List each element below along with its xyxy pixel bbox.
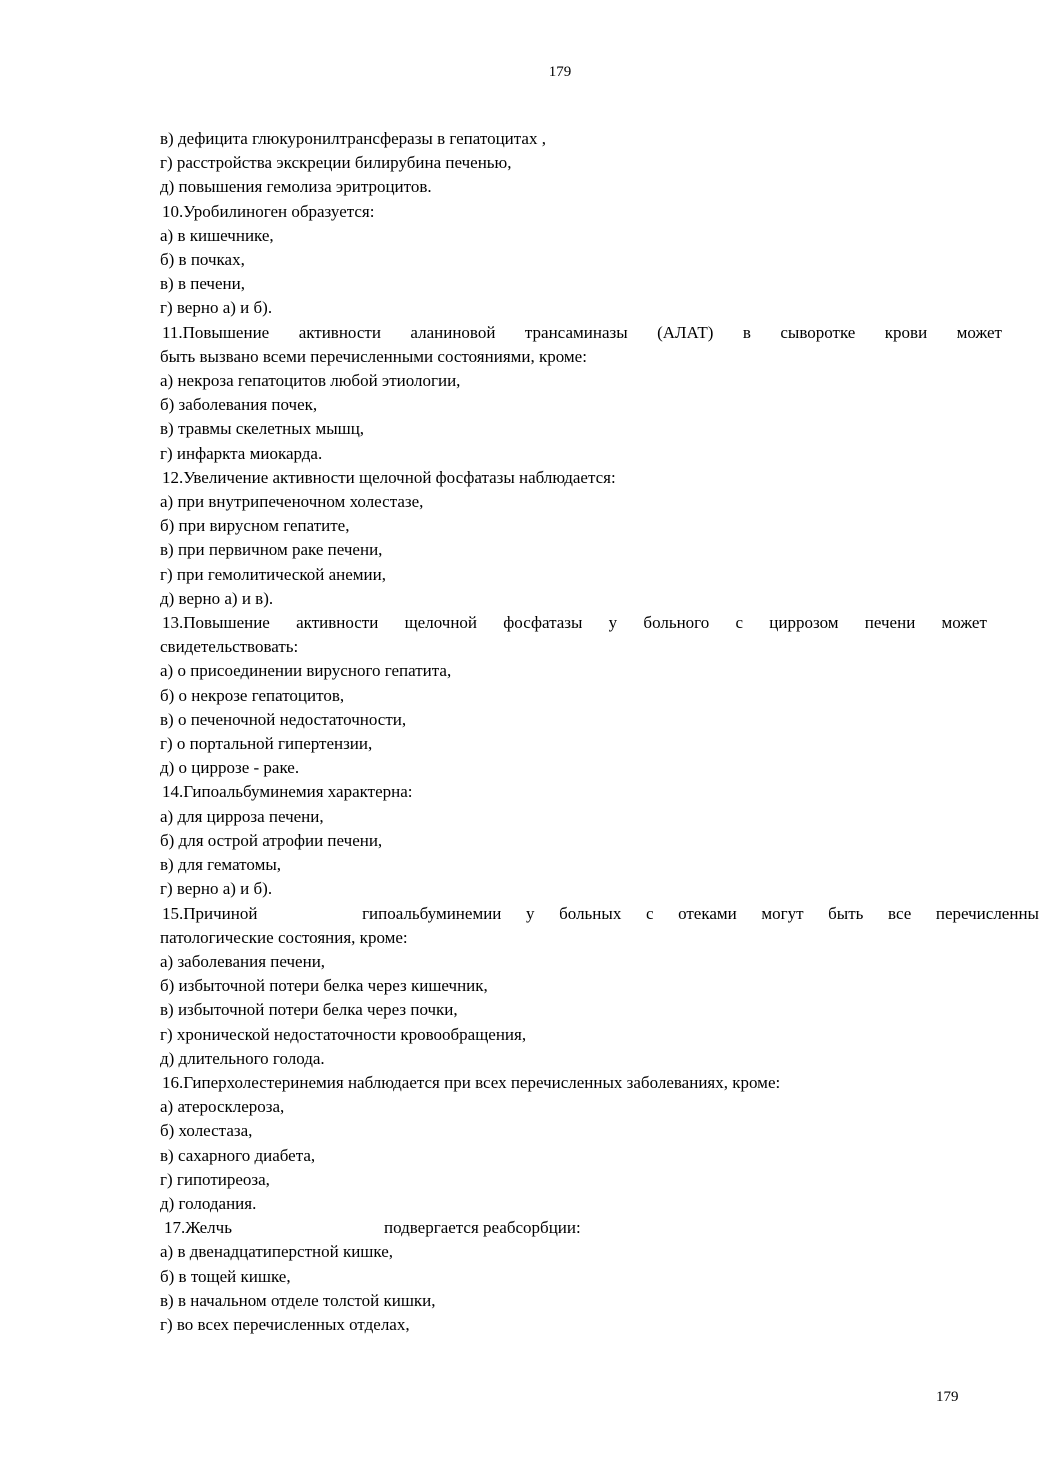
answer-option: в) для гематомы, [160, 855, 281, 875]
question-16: 16.Гиперхолестеринемия наблюдается при всех перечисленных заболеваниях, кроме: [162, 1072, 781, 1092]
answer-option: д) верно а) и в). [160, 588, 274, 608]
word: больных [559, 903, 622, 923]
page-number-bottom: 179 [936, 1389, 959, 1405]
answer-option: г) верно а) и б). [160, 298, 273, 318]
answer-option: а) в кишечнике, [160, 225, 274, 245]
answer-option: д) голодания. [160, 1193, 257, 1213]
question-12: 12.Увеличение активности щелочной фосфатазы наблюдается: [162, 467, 616, 487]
word: в [742, 322, 751, 342]
answer-option: д) длительного голода. [160, 1048, 325, 1068]
word: перечисленны [935, 903, 1039, 923]
word: с [645, 903, 654, 923]
question-11-cont: быть вызвано всеми перечисленными состояниями, кроме: [160, 346, 587, 366]
answer-option: в) избыточной потери белка через почки, [160, 1000, 458, 1020]
word: сыворотке [780, 322, 856, 342]
question-15 [160, 902, 1039, 926]
word: фосфатазы [503, 613, 583, 633]
question-17 [160, 1216, 1002, 1240]
answer-option: д) о циррозе - раке. [160, 758, 300, 778]
word: аланиновой [410, 322, 496, 342]
answer-option: б) для острой атрофии печени, [160, 830, 383, 850]
word: гипоальбуминемии [362, 903, 502, 923]
answer-option: г) инфаркта миокарда. [160, 443, 323, 463]
question-14: 14.Гипоальбуминемия характерна: [162, 782, 413, 802]
answer-option: в) в печени, [160, 274, 245, 294]
answer-option: в) дефицита глюкуронилтрансферазы в гепатоцитах , [160, 129, 546, 148]
word: активности [296, 613, 379, 633]
word: может [941, 613, 987, 633]
word: у [608, 613, 618, 633]
answer-option: а) атеросклероза, [160, 1097, 285, 1117]
answer-option: б) при вирусном гепатите, [160, 516, 350, 536]
answer-option: б) в почках, [160, 250, 245, 270]
answer-option: в) при первичном раке печени, [160, 540, 383, 560]
word: быть [828, 903, 864, 923]
word: крови [884, 322, 928, 342]
answer-option: в) сахарного диабета, [160, 1145, 316, 1165]
question-13-cont: свидетельствовать: [160, 637, 299, 657]
question-10: 10.Уробилиноген образуется: [162, 201, 375, 221]
word: трансаминазы [524, 322, 628, 342]
answer-option: д) повышения гемолиза эритроцитов. [160, 177, 432, 197]
answer-option: а) о присоединении вирусного гепатита, [160, 661, 452, 681]
page-number-top: 179 [548, 64, 572, 80]
question-11 [160, 321, 1002, 345]
word: 15.Причиной [162, 903, 258, 923]
question-text [160, 127, 1039, 1337]
word: с [735, 613, 744, 633]
word: 11.Повышение [162, 322, 270, 342]
word: у [526, 903, 535, 923]
answer-option: г) о портальной гипертензии, [160, 734, 373, 754]
answer-option: б) холестаза, [160, 1121, 253, 1141]
question-13 [160, 611, 987, 635]
answer-option: б) о некрозе гепатоцитов, [160, 685, 345, 705]
answer-option: г) расстройства экскреции билирубина печенью, [160, 153, 512, 173]
answer-option: г) во всех перечисленных отделах, [160, 1314, 410, 1334]
answer-option: б) избыточной потери белка через кишечник, [160, 976, 488, 996]
answer-option: а) в двенадцатиперстной кишке, [160, 1242, 394, 1262]
answer-option: а) при внутрипеченочном холестазе, [160, 492, 424, 512]
answer-option: а) заболевания печени, [160, 951, 326, 971]
word: все [888, 903, 912, 923]
answer-option: г) при гемолитической анемии, [160, 564, 386, 584]
word: 13.Повышение [162, 613, 270, 633]
answer-option: в) травмы скелетных мышц, [160, 419, 365, 439]
question-15-cont: патологические состояния, кроме: [160, 927, 408, 947]
answer-option: б) в тощей кишке, [160, 1266, 291, 1286]
word: активности [298, 322, 381, 342]
word: больного [643, 613, 710, 633]
answer-option: в) о печеночной недостаточности, [160, 709, 407, 729]
word: циррозом [769, 613, 839, 633]
answer-option: г) гипотиреоза, [160, 1169, 270, 1189]
answer-option: а) некроза гепатоцитов любой этиологии, [160, 371, 461, 391]
word: (АЛАТ) [657, 322, 714, 342]
word: печени [864, 613, 916, 633]
word: может [956, 322, 1002, 342]
answer-option: в) в начальном отделе толстой кишки, [160, 1290, 436, 1310]
word: подвергается реабсорбции: [384, 1218, 581, 1238]
answer-option: б) заболевания почек, [160, 395, 318, 415]
answer-option: г) хронической недостаточности кровообращения, [160, 1024, 527, 1044]
word: щелочной [404, 613, 478, 633]
word: могут [761, 903, 804, 923]
word: отеками [678, 903, 737, 923]
answer-option: г) верно а) и б). [160, 879, 273, 899]
word: 17.Желчь [164, 1218, 232, 1238]
answer-option: а) для цирроза печени, [160, 806, 324, 826]
